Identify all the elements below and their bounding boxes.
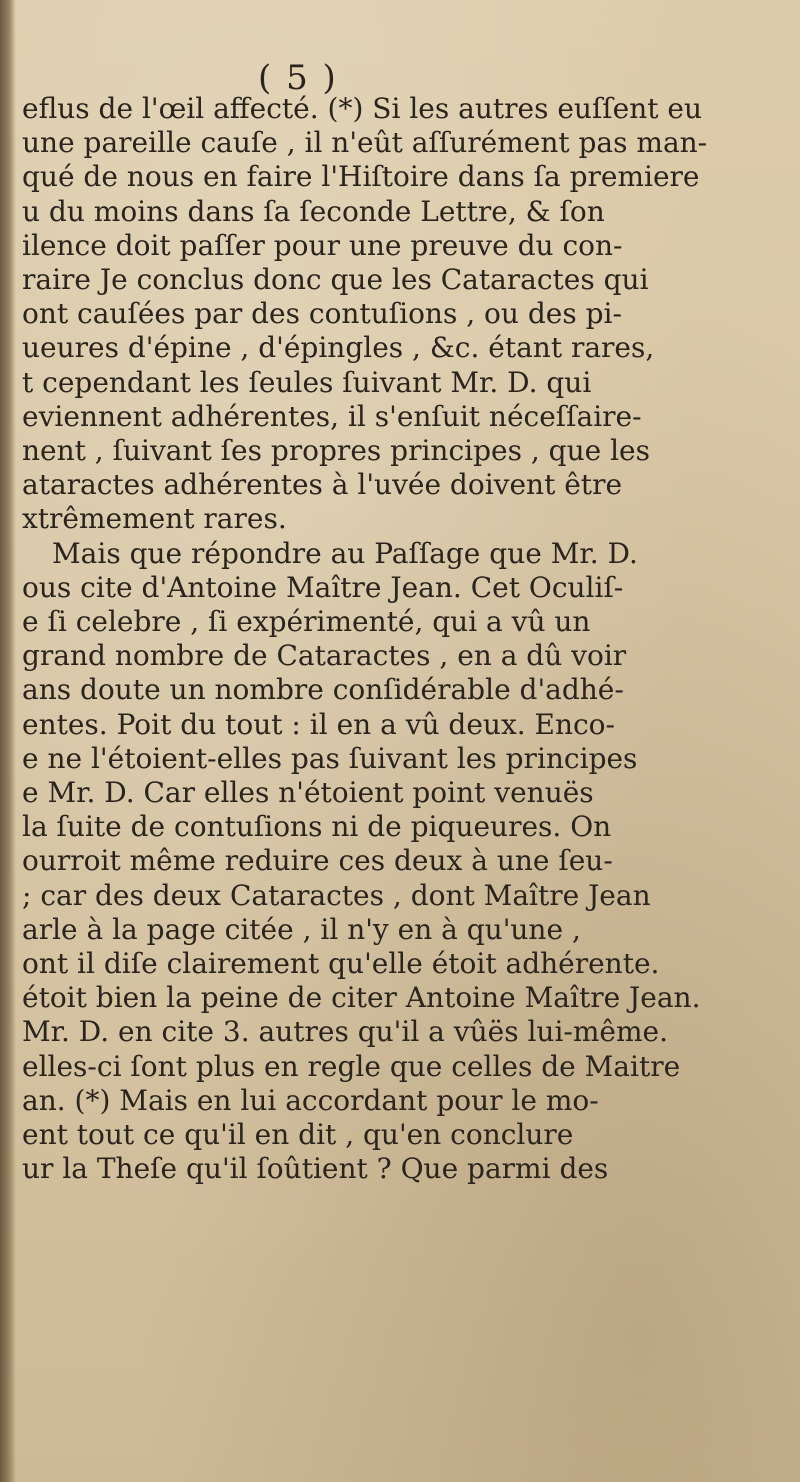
text-line: xtrêmement rares.	[22, 502, 287, 536]
text-line: Mr. D. en cite 3. autres qu'il a vûës lui-même.	[22, 1015, 669, 1049]
text-line: ilence doit paſſer pour une preuve du con-	[22, 228, 623, 262]
text-line: eviennent adhérentes, il s'enſuit néceſſaire-	[22, 399, 642, 433]
text-line: eflus de l'œil affecté. (*) Si les autres euſſent eu	[22, 92, 703, 125]
text-line: ourroit même reduire ces deux à une ſeu-	[22, 844, 613, 878]
text-line: e ſi celebre , ſi expérimenté, qui a vû un	[22, 605, 591, 638]
text-line: ont cauſées par des contuſions , ou des pi-	[22, 297, 622, 331]
text-line: la ſuite de contuſions ni de piqueures. On	[22, 810, 612, 844]
text-line: arle à la page citée , il n'y en à qu'une ,	[22, 912, 581, 946]
text-line: ; car des deux Cataractes , dont Maître Jean	[22, 878, 651, 912]
text-line: ur la Theſe qu'il ſoûtient ? Que parmi des	[22, 1152, 609, 1186]
text-line: e ne l'étoient-elles pas ſuivant les principes	[22, 741, 638, 775]
binding-gutter	[0, 0, 16, 1482]
text-line: ous cite d'Antoine Maître Jean. Cet Oculiſ-	[22, 570, 624, 604]
text-line: elles-ci ſont plus en regle que celles de Maitre	[22, 1049, 681, 1083]
text-line: ueures d'épine , d'épingles , &c. étant rares,	[22, 331, 655, 365]
text-line: Mais que répondre au Paſſage que Mr. D.	[52, 536, 638, 570]
text-line: nent , ſuivant ſes propres principes , que les	[22, 434, 650, 467]
text-line: u du moins dans ſa ſeconde Lettre, & ſon	[22, 194, 605, 228]
text-line: raire Je conclus donc que les Cataractes qui	[22, 263, 649, 296]
text-line: e Mr. D. Car elles n'étoient point venuës	[22, 776, 594, 809]
text-line: t cependant les ſeules ſuivant Mr. D. qui	[22, 365, 592, 399]
text-line: étoit bien la peine de citer Antoine Maître Jean.	[22, 981, 701, 1015]
text-line: entes. Poit du tout : il en a vû deux. Enco-	[22, 707, 616, 741]
text-line: ans doute un nombre conſidérable d'adhé-	[22, 673, 624, 707]
text-line: ataractes adhérentes à l'uvée doivent être	[22, 468, 623, 502]
text-line: grand nombre de Cataractes , en a dû voir	[22, 639, 627, 673]
text-line: qué de nous en faire l'Hiſtoire dans ſa premiere	[22, 160, 700, 194]
text-line: ont il diſe clairement qu'elle étoit adhérente.	[22, 947, 660, 980]
page-number: ( 5 )	[258, 58, 338, 98]
text-line: an. (*) Mais en lui accordant pour le mo-	[22, 1083, 599, 1117]
text-line: une pareille cauſe , il n'eût aſſurément pas man-	[22, 126, 708, 160]
text-line: ent tout ce qu'il en dit , qu'en conclure	[22, 1118, 574, 1151]
